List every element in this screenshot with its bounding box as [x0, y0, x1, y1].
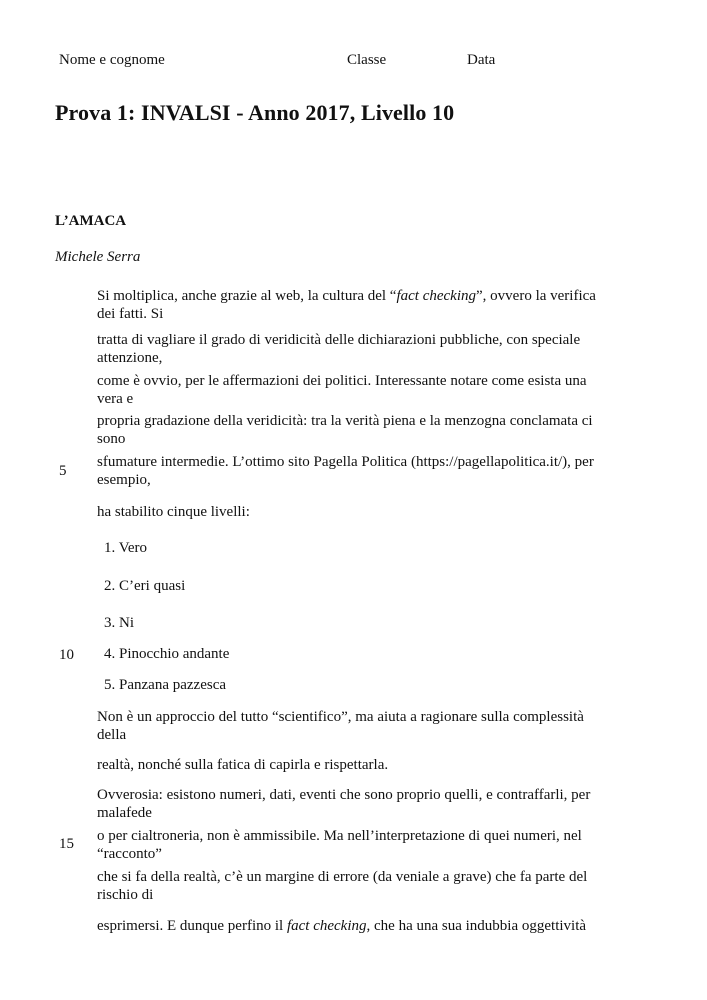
date-label: Data [467, 52, 496, 68]
paragraph-2: tratta di vagliare il grado di veridicità delle dichiarazioni pubbliche, con speciale attenzione, [97, 332, 581, 366]
name-label: Nome e cognome [59, 52, 165, 68]
list-item: 3. Ni [104, 615, 134, 631]
line-number-10: 10 [59, 647, 74, 663]
paragraph-12-text-b: , che ha una sua indubbia oggettività [366, 918, 587, 934]
paragraph-1-text-a: Si moltiplica, anche grazie al web, la cultura del “ [97, 288, 397, 304]
paragraph-12-text-a: esprimersi. E dunque perfino il [97, 918, 287, 934]
section-title: L’AMACA [55, 213, 127, 229]
paragraph-8: realtà, nonché sulla fatica di capirla e rispettarla. [97, 757, 389, 773]
paragraph-9: Ovverosia: esistono numeri, dati, eventi che sono proprio quelli, e contraffarli, per malafede [97, 787, 591, 821]
paragraph-1 [97, 287, 612, 323]
paragraph-5: sfumature intermedie. L’ottimo sito Pagella Politica (https://pagellapolitica.it/), per esempio, [97, 454, 594, 488]
paragraph-4: propria gradazione della veridicità: tra la verità piena e la menzogna conclamata ci sono [97, 413, 593, 447]
list-item: 1. Vero [104, 540, 148, 556]
paragraph-10: o per cialtroneria, non è ammissibile. Ma nell’interpretazione di quei numeri, nel “racconto” [97, 828, 582, 862]
paragraph-7: Non è un approccio del tutto “scientifico”, ma aiuta a ragionare sulla complessità della [97, 709, 584, 743]
page-title: Prova 1: INVALSI - Anno 2017, Livello 10 [55, 100, 455, 125]
line-number-5: 5 [59, 463, 67, 479]
paragraph-3: come è ovvio, per le affermazioni dei politici. Interessante notare come esista una vera e [97, 373, 587, 407]
author-name: Michele Serra [55, 249, 141, 265]
list-item: 4. Pinocchio andante [104, 646, 230, 662]
list-item: 2. C’eri quasi [104, 578, 186, 594]
paragraph-1-emphasis: fact checking [396, 288, 477, 304]
line-number-15: 15 [59, 836, 74, 852]
paragraph-6: ha stabilito cinque livelli: [97, 504, 250, 520]
paragraph-11: che si fa della realtà, c’è un margine di errore (da veniale a grave) che fa parte del rischio di [97, 869, 588, 903]
paragraph-1-text-b: ”, ovvero la verifica dei fatti. Si [97, 288, 596, 322]
paragraph-12 [97, 917, 617, 935]
list-item: 5. Panzana pazzesca [104, 677, 227, 693]
paragraph-12-emphasis: fact checking [286, 918, 367, 934]
class-label: Classe [347, 52, 387, 68]
